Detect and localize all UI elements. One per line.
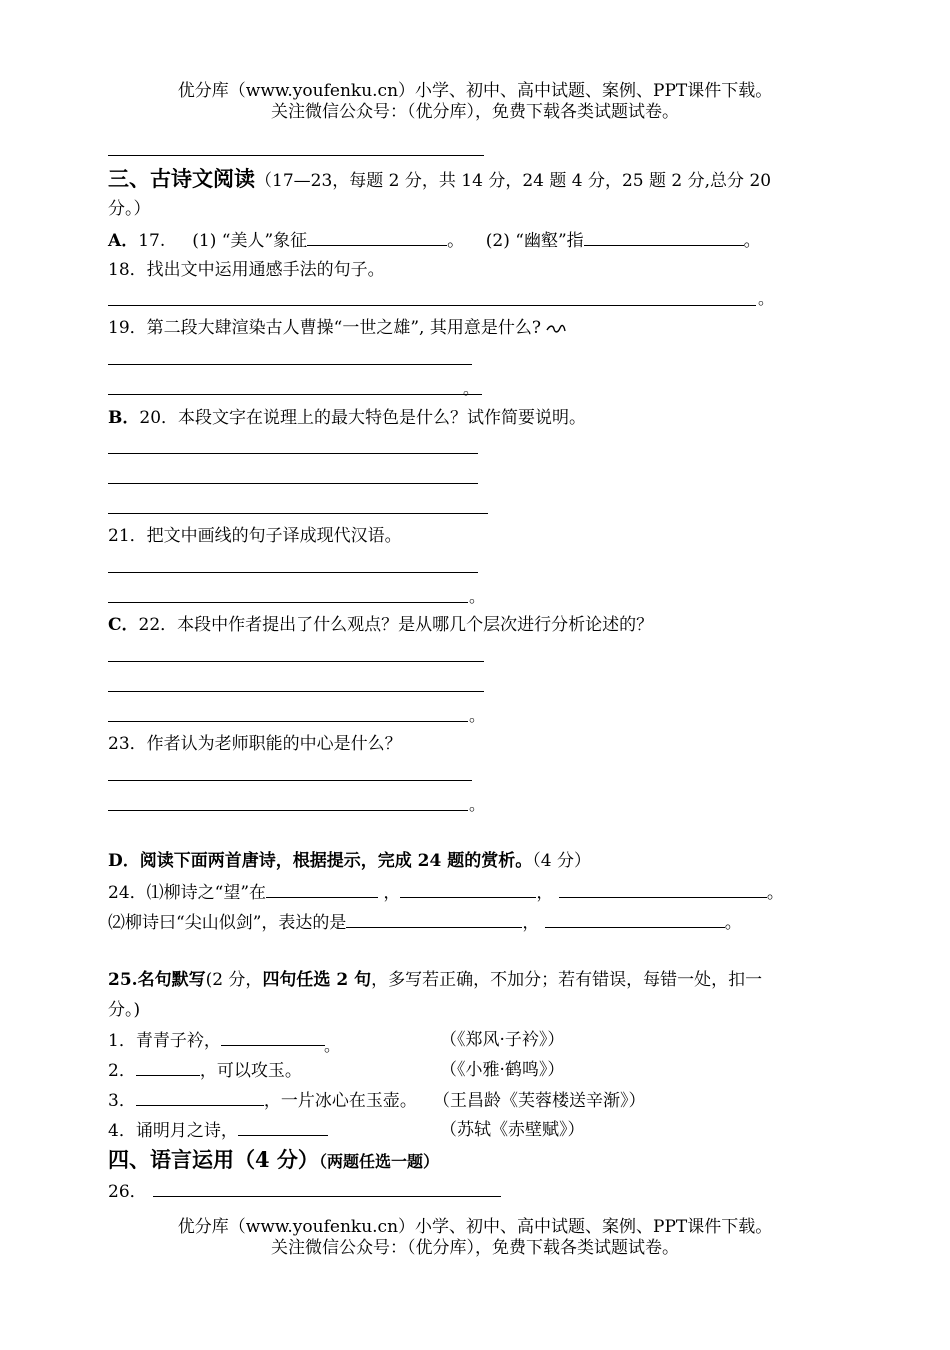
q17-end: 。 [743,231,761,251]
q24-2-blank-1[interactable] [346,911,522,928]
part-b-label: B． [108,408,140,428]
q19-text: 19．第二段大肆渲染古人曹操“一世之雄”, 其用意是什么? [108,318,541,338]
poem-4-text: 4．诵明月之诗， [108,1121,238,1141]
q21-period: 。 [469,587,486,606]
q25-title: 25.名句默写 [108,970,206,990]
question-25 [108,969,762,991]
section-4-title: 四、语言运用（4 分） [108,1147,319,1172]
part-d-heading [108,850,591,872]
poem-2-number: 2． [108,1061,136,1081]
q23-answer-line-1[interactable] [108,780,472,781]
q20-answer-line-2[interactable] [108,483,478,484]
q24-1-blank-1[interactable] [266,881,378,898]
poem-line-4 [108,1119,328,1142]
q21-answer-line-2[interactable] [108,602,468,603]
poem-3-number: 3． [108,1091,136,1111]
poem-1-source: （《郑风·子衿》） [440,1030,565,1050]
question-26 [108,1180,501,1203]
q23-period: 。 [469,795,486,814]
footer-line-1: 优分库（www.youfenku.cn）小学、初中、高中试题、案例、PPT课件下载。 [177,1217,773,1237]
q24-2-blank-2[interactable] [545,911,725,928]
poem-3-source: （王昌龄《芙蓉楼送辛渐》） [433,1091,646,1111]
poem-1-blank[interactable] [221,1029,325,1046]
section-3-note: （17—23，每题 2 分，共 14 分，24 题 4 分，25 题 2 分,总分 20 [255,171,772,191]
q26-blank[interactable] [153,1180,501,1197]
q25-note-1: (2 分， [205,970,263,990]
poem-line-1 [108,1029,325,1052]
poem-2-source: （《小雅·鹤鸣》） [440,1060,565,1080]
header-line-1: 优分库（www.youfenku.cn）小学、初中、高中试题、案例、PPT课件下载。 [177,81,773,101]
poem-2-blank[interactable] [136,1059,200,1076]
part-d-score: （4 分） [532,851,591,871]
q21-answer-line-1[interactable] [108,572,478,573]
poem-4-source: （苏轼《赤壁赋》） [440,1120,585,1140]
part-c-label: C． [108,615,139,635]
q19-answer-line-1[interactable] [108,364,472,365]
poem-3-blank[interactable] [136,1089,264,1106]
q24-1-comma-2: ， [536,883,554,903]
q24-1-period: 。 [766,883,784,903]
question-24-1 [108,881,784,904]
question-18: 18．找出文中运用通感手法的句子。 [108,260,385,280]
question-17 [108,229,761,252]
poem-1-period: 。 [324,1036,341,1055]
q19-answer-line-2[interactable] [108,394,482,395]
q17-part-1: (1) “美人”象征 [192,231,308,251]
question-20 [108,407,586,429]
question-19 [108,317,566,339]
section-3-title: 三、古诗文阅读 [108,166,255,191]
top-answer-line [108,155,484,156]
q22-period: 。 [469,706,486,725]
question-22 [108,614,653,636]
q17-blank-2[interactable] [584,229,744,246]
q20-text: 20．本段文字在说理上的最大特色是什么？试作简要说明。 [139,408,587,428]
q24-2-comma: ， [522,913,540,933]
q25-note-2: ，多写若正确，不加分；若有错误，每错一处，扣一 [371,970,763,990]
q17-number: 17. [138,231,166,251]
q24-1-blank-2[interactable] [400,881,536,898]
q24-2-text: ⑵柳诗曰“尖山似剑”，表达的是 [108,913,347,933]
q24-1-text: 24．⑴柳诗之“望”在 [108,883,267,903]
question-21: 21．把文中画线的句子译成现代汉语。 [108,526,402,546]
q22-text: 22．本段中作者提出了什么观点？是从哪几个层次进行分析论述的？ [138,615,654,635]
section-3-heading [108,168,771,192]
q17-part-2: (2) “幽壑”指 [485,231,584,251]
footer-line-2: 关注微信公众号：（优分库），免费下载各类试题试卷。 [271,1238,679,1258]
section-4-note: （两题任选一题） [318,1152,439,1171]
scribble-icon [546,323,566,335]
q19-period: 。 [463,379,480,398]
part-d-title: D．阅读下面两首唐诗，根据提示，完成 24 题的赏析。 [108,851,533,871]
q20-answer-line-3[interactable] [108,513,488,514]
poem-3-text: ，一片冰心在玉壶。 [263,1091,417,1111]
q22-answer-line-1[interactable] [108,661,484,662]
q18-answer-line[interactable] [108,305,756,306]
q17-blank-1[interactable] [307,229,447,246]
q17-sep: 。 [447,231,465,251]
poem-1-text: 1．青青子衿， [108,1031,221,1051]
q25-note-cont: 分。) [108,1000,141,1020]
part-a-label: A． [108,231,139,251]
poem-2-text: ，可以攻玉。 [199,1061,302,1081]
q24-1-blank-3[interactable] [559,881,767,898]
poem-line-2 [108,1059,302,1082]
q22-answer-line-3[interactable] [108,721,468,722]
header-line-2: 关注微信公众号：（优分库），免费下载各类试题试卷。 [271,102,679,122]
q22-answer-line-2[interactable] [108,691,484,692]
question-23: 23．作者认为老师职能的中心是什么？ [108,734,402,754]
q26-number: 26． [108,1182,147,1202]
q23-answer-line-2[interactable] [108,810,468,811]
poem-4-blank[interactable] [238,1119,328,1136]
poem-line-3 [108,1089,646,1112]
section-4-heading [108,1149,439,1173]
q20-answer-line-1[interactable] [108,453,478,454]
q18-period: 。 [758,289,775,308]
question-24-2 [108,911,742,934]
q24-2-period: 。 [724,913,742,933]
section-3-note-cont: 分。） [108,199,151,219]
q25-choose: 四句任选 2 句 [262,970,372,990]
q24-1-comma-1: ， [383,883,401,903]
